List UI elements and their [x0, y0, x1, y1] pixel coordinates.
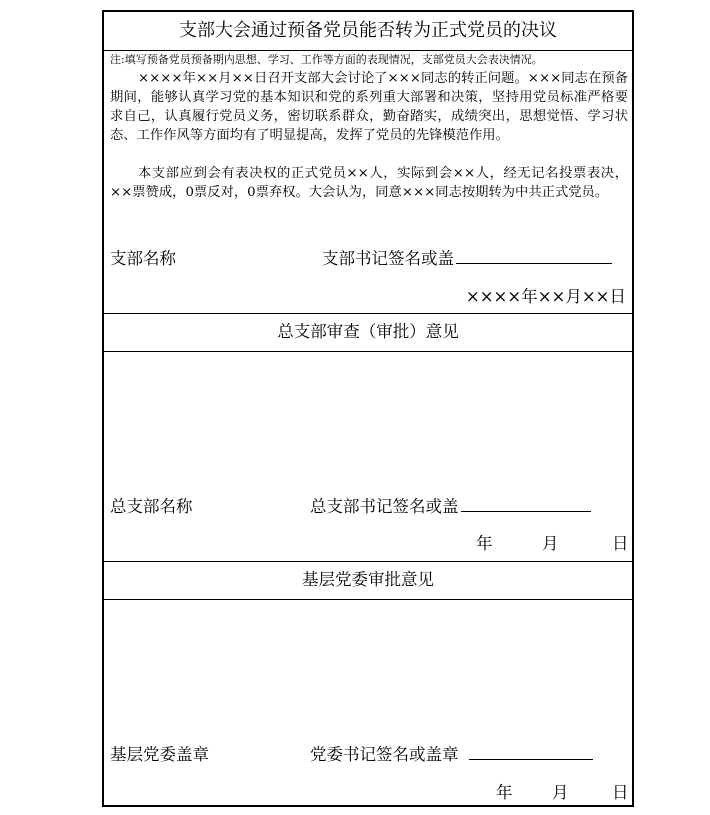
signature-line[interactable]: [456, 262, 612, 264]
form-title: 支部大会通过预备党员能否转为正式党员的决议: [179, 20, 557, 41]
general-branch-section-title: 总支部审查（审批）意见: [277, 322, 459, 341]
committee-date-day: 日: [612, 783, 629, 802]
committee-section-title: 基层党委审批意见: [302, 570, 434, 589]
committee-date-year: 年: [496, 783, 513, 802]
resolution-paragraph-2: 本支部应到会有表决权的正式党员××人，实际到会××人，经无记名投票表决，××票赞成，0票反对，0票弃权。大会认为，同意×××同志按期转为中共正式党员。: [110, 166, 628, 200]
branch-signature-field[interactable]: [322, 245, 612, 269]
general-branch-name-label: 总支部名称: [110, 497, 193, 516]
general-branch-date-day: 日: [612, 534, 629, 553]
signature-line[interactable]: [469, 758, 593, 760]
committee-signature-field[interactable]: [310, 741, 593, 765]
branch-date: ××××年××月××日: [465, 287, 626, 306]
divider: [104, 50, 632, 51]
resolution-paragraph-1: ××××年××月××日召开支部大会讨论了×××同志的转正问题。×××同志在预备期间，能够认真学习党的基本知识和党的系列重大部署和决策，坚持用党员标准严格要求自己，认真履行党员义务，密切联系群众，勤奋踏实，成绩突出，思想觉悟、学习状态、工作作风等方面均有了明显提高，发挥了党员的先锋模范作用。: [110, 71, 628, 143]
branch-signature-label: 支部书记签名或盖: [322, 249, 454, 268]
committee-seal-label: 基层党委盖章: [110, 745, 209, 764]
general-branch-date-year: 年: [476, 534, 493, 553]
general-branch-signature-field[interactable]: [310, 493, 591, 517]
general-branch-signature-label: 总支部书记签名或盖: [310, 497, 459, 516]
resolution-form: [102, 10, 634, 807]
divider: [104, 351, 632, 352]
general-branch-date-month: 月: [542, 534, 559, 553]
signature-line[interactable]: [461, 510, 591, 512]
committee-date-month: 月: [552, 783, 569, 802]
branch-name-label: 支部名称: [110, 249, 176, 268]
fill-instruction-note: 注:填写预备党员预备期内思想、学习、工作等方面的表现情况，支部党员大会表决情况。: [110, 53, 543, 66]
committee-signature-label: 党委书记签名或盖章: [310, 745, 459, 764]
divider: [104, 599, 632, 600]
